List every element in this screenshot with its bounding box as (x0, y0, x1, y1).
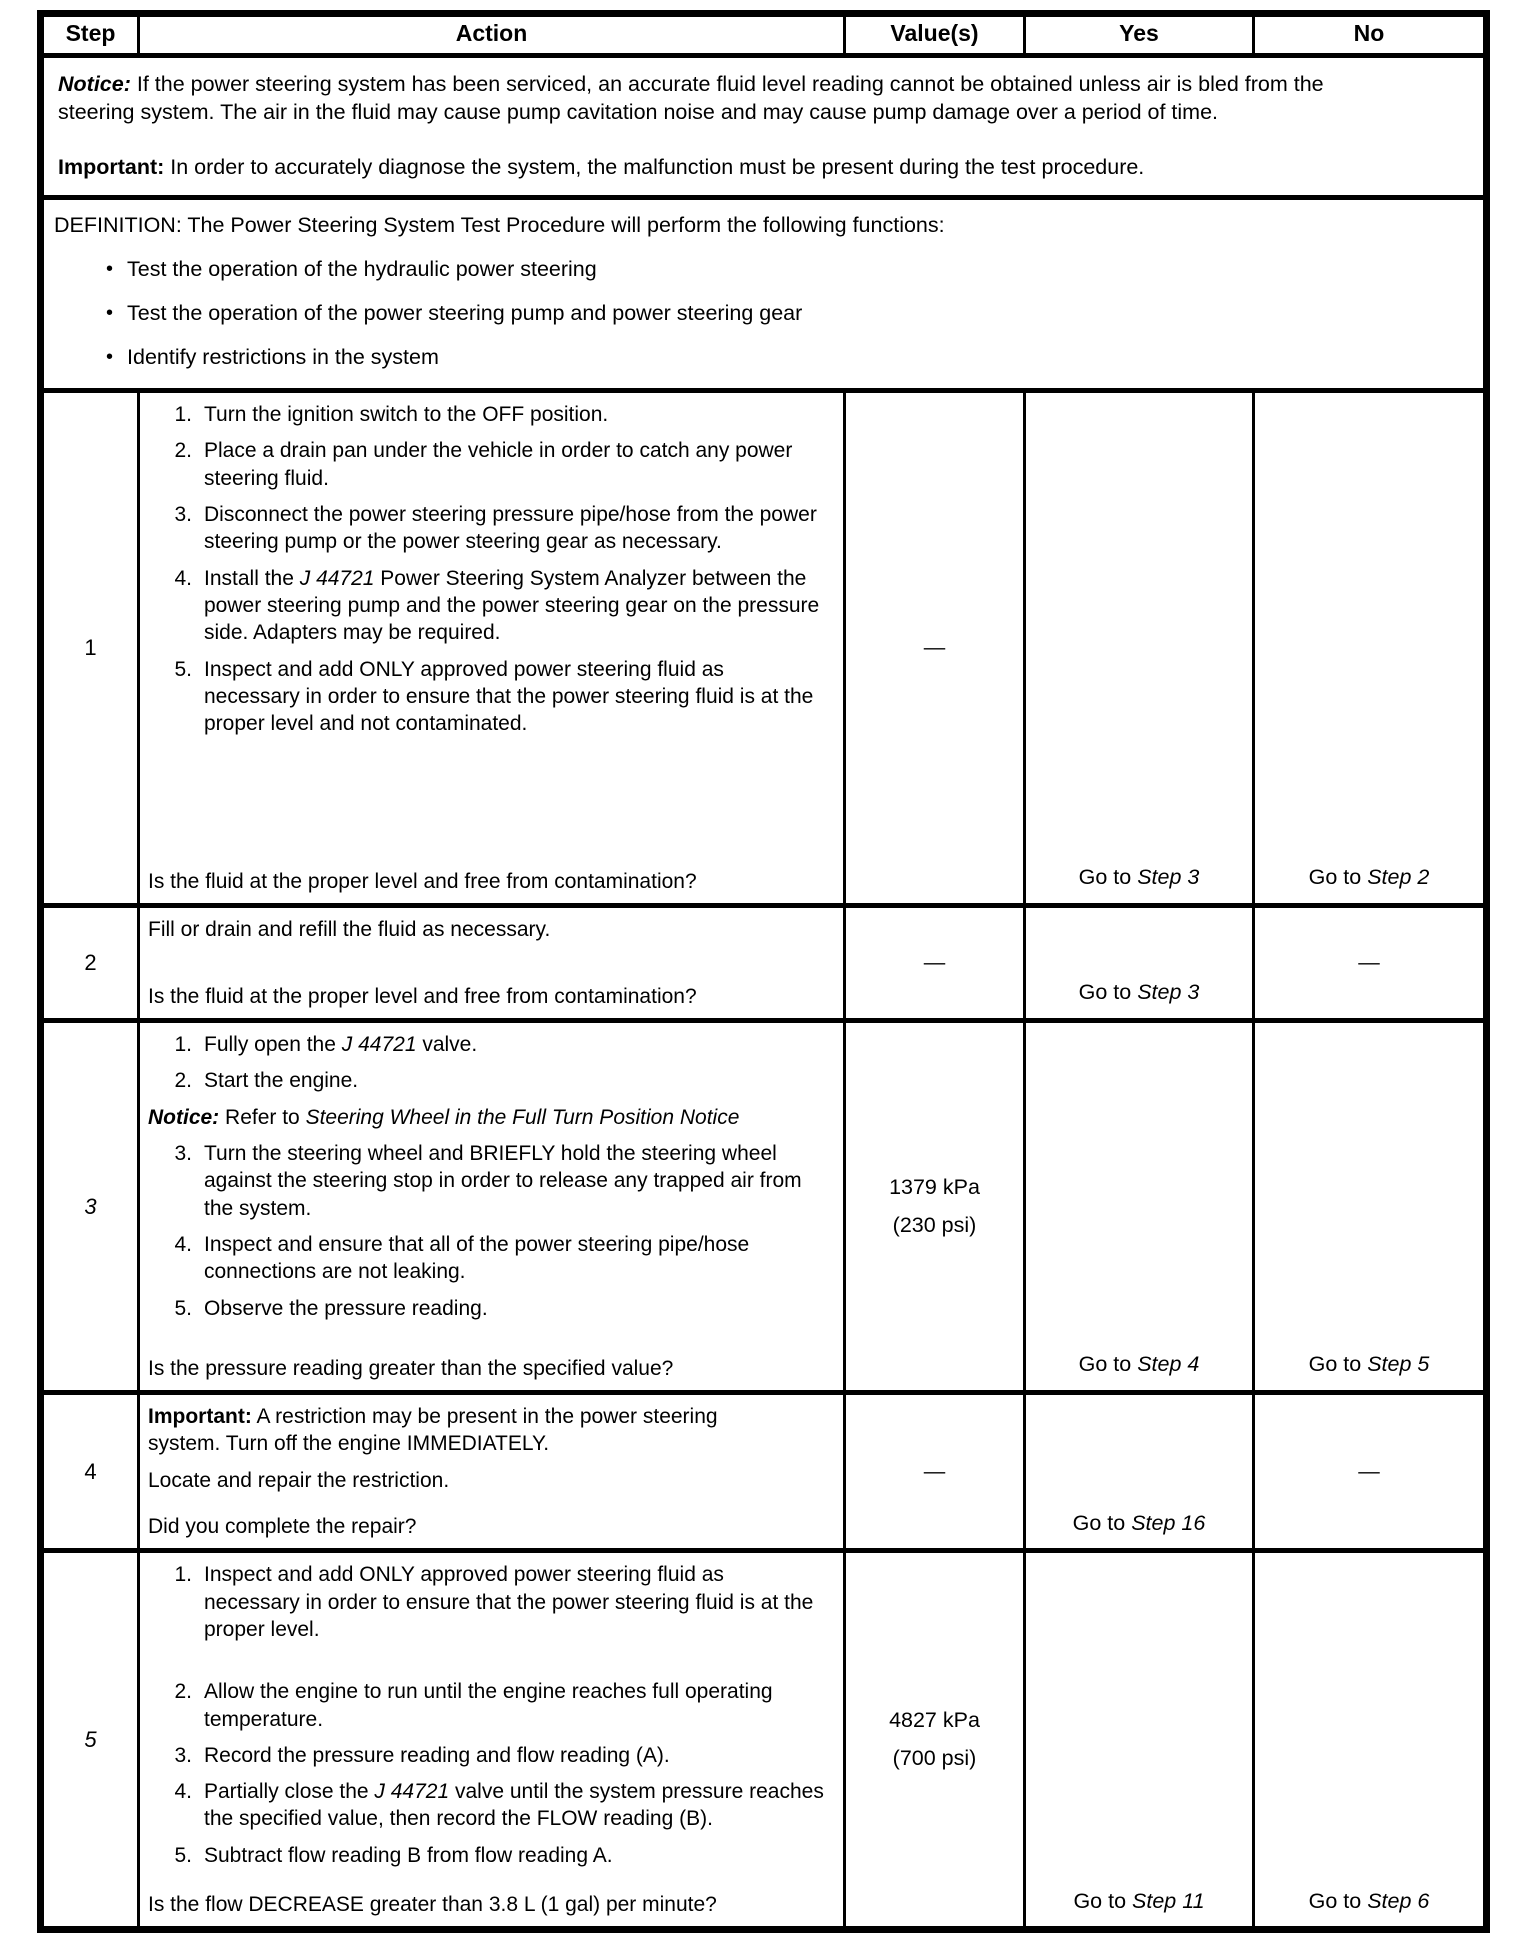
step-question (140, 1503, 768, 1542)
text-segment: J 44721 (341, 1033, 417, 1057)
numbered-instruction (140, 656, 833, 738)
text-segment: Go to (1078, 1352, 1138, 1377)
instruction-number: 1. (174, 403, 192, 427)
instruction-text (204, 565, 824, 647)
notice-important-cell (44, 58, 1483, 196)
step-question (140, 973, 768, 1012)
step-row (44, 1390, 1483, 1548)
numbered-instruction (140, 1842, 833, 1869)
text-segment: Record the pressure reading and flow reading (A). (204, 1743, 670, 1767)
instruction-number: 3. (174, 1142, 192, 1166)
yes-directive (1073, 1889, 1204, 1915)
text-segment: Fill or drain and refill the fluid as necessary. (148, 918, 551, 942)
step-row (44, 1018, 1483, 1390)
instruction-number: 3. (174, 1743, 192, 1767)
definition-bullet-item (106, 300, 1469, 328)
text-segment: Step 3 (1137, 865, 1200, 890)
instruction-text (204, 1742, 824, 1769)
table-header-row (44, 17, 1483, 53)
instruction-number: 5. (174, 657, 192, 681)
action-instructions (140, 401, 833, 746)
value-cell (843, 393, 1023, 903)
important-paragraph (58, 153, 1388, 182)
step-number-cell: 1 (84, 635, 97, 661)
text-segment: Go to (1308, 1888, 1368, 1913)
step-number-cell: 5 (84, 1726, 97, 1752)
no-directive (1358, 950, 1380, 976)
value-line: 1379 kPa (889, 1175, 980, 1199)
definition-bullet-item (106, 256, 1469, 284)
text-segment: A restriction may be present in the power steering system. Turn off the engine IMMEDIATELY. (148, 1405, 718, 1456)
text-segment: Steering Wheel in the Full Turn Position Notice (305, 1105, 740, 1129)
text-segment: Install the (204, 566, 300, 590)
yes-cell (1023, 393, 1252, 903)
text-segment: Notice: (58, 71, 131, 96)
text-segment: Subtract flow reading B from flow reading A. (204, 1843, 613, 1867)
definition-bullet-text: Identify restrictions in the system (127, 345, 439, 370)
numbered-instruction (140, 401, 833, 428)
yes-directive (1079, 1352, 1200, 1378)
text-segment: Step 4 (1137, 1352, 1200, 1377)
instruction-number: 5. (174, 1843, 192, 1867)
text-segment: — (1358, 950, 1380, 975)
instruction-text (204, 1842, 824, 1869)
text-segment: Fully open the (204, 1033, 342, 1057)
yes-cell (1023, 1553, 1252, 1926)
value-line: (230 psi) (892, 1212, 977, 1237)
text-segment: Is the fluid at the proper level and free from contamination? (148, 869, 697, 893)
instruction-text (204, 401, 824, 428)
instruction-text (204, 656, 824, 738)
text-segment: Turn the steering wheel and BRIEFLY hold the steering wheel against the steering stop in order to release any trapped air from the system. (204, 1142, 802, 1220)
text-segment: Go to (1073, 1888, 1133, 1913)
value-line: 4827 kPa (889, 1708, 980, 1733)
definition-bullet-item (106, 344, 1469, 372)
value-cell (843, 1553, 1023, 1926)
instruction-number: 2. (174, 1680, 192, 1704)
yes-cell (1023, 1395, 1252, 1548)
text-segment: valve until the system pressure reaches the specified value, then record the FLOW reading (B). (204, 1780, 824, 1831)
column-header-no: No (1252, 17, 1483, 53)
text-segment: In order to accurately diagnose the system, the malfunction must be present during the test procedure. (164, 154, 1145, 179)
value-line: — (923, 635, 946, 660)
instruction-number: 4. (174, 1780, 192, 1804)
numbered-instruction (140, 1742, 833, 1769)
step-row (44, 1548, 1483, 1926)
action-instructions (140, 916, 833, 952)
column-header-action: Action (137, 17, 843, 53)
action-instructions (140, 1561, 833, 1878)
no-cell (1252, 1395, 1483, 1548)
text-segment: Locate and repair the restriction. (148, 1468, 450, 1492)
numbered-instruction (140, 1778, 833, 1833)
text-segment: Step 16 (1131, 1510, 1206, 1535)
yes-cell (1023, 908, 1252, 1018)
text-segment: Notice: (148, 1105, 220, 1129)
text-segment: Turn the ignition switch to the OFF position. (204, 403, 609, 427)
step-question (140, 1345, 768, 1384)
instruction-text (204, 1295, 824, 1322)
numbered-instruction (140, 1561, 833, 1643)
text-segment: J 44721 (374, 1780, 450, 1804)
value-cell (843, 1023, 1023, 1390)
text-segment: Place a drain pan under the vehicle in order to catch any power steering fluid. (204, 439, 793, 490)
step-number-cell: 4 (84, 1458, 97, 1484)
instruction-number: 2. (174, 1069, 192, 1093)
value-line: (700 psi) (892, 1745, 977, 1770)
text-segment: Partially close the (204, 1780, 375, 1804)
action-instructions (140, 1403, 833, 1503)
text-segment: Start the engine. (204, 1069, 359, 1093)
definition-row (44, 195, 1483, 388)
yes-directive (1079, 980, 1200, 1006)
instruction-text (204, 1778, 824, 1833)
notice-paragraph (58, 70, 1388, 127)
value-line: — (923, 950, 946, 975)
instruction-text (204, 1031, 824, 1058)
column-header-yes: Yes (1023, 17, 1252, 53)
instruction-number: 5. (174, 1296, 192, 1320)
no-directive (1358, 1459, 1380, 1485)
text-segment: Go to (1308, 865, 1368, 890)
value-cell (843, 1395, 1023, 1548)
action-paragraph (140, 916, 768, 943)
instruction-text (204, 1678, 824, 1733)
definition-bullet-text: Test the operation of the power steering pump and power steering gear (127, 301, 803, 326)
text-segment: Step 11 (1132, 1888, 1205, 1913)
instruction-text (204, 437, 824, 492)
instruction-text (204, 1561, 824, 1643)
no-cell (1252, 908, 1483, 1018)
no-cell (1252, 393, 1483, 903)
text-segment: Disconnect the power steering pressure pipe/hose from the power steering pump or the power steering gear as necessary. (204, 503, 817, 554)
text-segment: Is the flow DECREASE greater than 3.8 L (1 gal) per minute? (148, 1893, 717, 1917)
yes-directive (1079, 865, 1200, 891)
text-segment: Is the pressure reading greater than the specified value? (148, 1356, 674, 1380)
numbered-instruction (140, 1140, 833, 1222)
text-segment: If the power steering system has been serviced, an accurate fluid level reading cannot be obtained unless air is bled from the steering system. The air in the fluid may cause pump cavitation noise and may cause pump damage over a period of time. (58, 71, 1324, 125)
instruction-text (204, 1067, 824, 1094)
column-header-step: Step (65, 20, 116, 46)
step-row (44, 388, 1483, 903)
text-segment: Step 6 (1367, 1888, 1430, 1913)
text-segment: Go to (1308, 1352, 1368, 1377)
yes-cell (1023, 1023, 1252, 1390)
numbered-instruction (140, 1295, 833, 1322)
step-number-cell: 3 (84, 1193, 97, 1219)
text-segment: valve. (416, 1033, 478, 1057)
instruction-number: 4. (174, 566, 192, 590)
yes-directive (1073, 1511, 1206, 1537)
text-segment: Did you complete the repair? (148, 1515, 417, 1539)
step-rows-container (44, 388, 1483, 1926)
text-segment: J 44721 (299, 566, 375, 590)
action-cell (137, 908, 843, 1018)
definition-cell (44, 200, 1483, 388)
numbered-instruction (140, 501, 833, 556)
text-segment: Observe the pressure reading. (204, 1296, 488, 1320)
step-row (44, 903, 1483, 1018)
numbered-instruction (140, 1678, 833, 1733)
text-segment: Refer to (219, 1105, 306, 1129)
numbered-instruction (140, 1031, 833, 1058)
text-segment: Inspect and add ONLY approved power steering fluid as necessary in order to ensure that the power steering fluid is at the proper level. (204, 1563, 814, 1641)
value-line: — (923, 1458, 946, 1483)
definition-intro: DEFINITION: The Power Steering System Test Procedure will perform the following functions: (54, 213, 945, 238)
no-cell (1252, 1023, 1483, 1390)
no-directive (1309, 1889, 1430, 1915)
text-segment: Inspect and add ONLY approved power steering fluid as necessary in order to ensure that the power steering fluid is at the proper level and not contaminated. (204, 657, 814, 736)
value-cell (843, 908, 1023, 1018)
action-paragraph (140, 1104, 768, 1131)
instruction-number: 1. (174, 1563, 192, 1587)
bullet-icon: • (106, 258, 114, 281)
action-paragraph (140, 1467, 768, 1494)
definition-bullet-list (54, 256, 1469, 372)
text-segment: — (1358, 1458, 1380, 1483)
bullet-icon: • (106, 346, 114, 369)
action-cell (137, 393, 843, 903)
text-segment: Go to (1072, 1510, 1132, 1535)
definition-bullet-text: Test the operation of the hydraulic power steering (127, 257, 597, 282)
notice-important-row (44, 53, 1483, 196)
instruction-number: 2. (174, 439, 192, 463)
instruction-number: 1. (174, 1033, 192, 1057)
power-steering-test-procedure-table (37, 10, 1490, 1933)
no-directive (1309, 865, 1430, 891)
action-cell (137, 1023, 843, 1390)
spacer (140, 1652, 833, 1678)
instruction-text (204, 501, 824, 556)
step-number-cell: 2 (84, 950, 97, 976)
text-segment: Inspect and ensure that all of the power steering pipe/hose connections are not leaking. (204, 1232, 750, 1284)
column-header-values: Value(s) (843, 17, 1023, 53)
action-cell (137, 1395, 843, 1548)
text-segment: Step 5 (1367, 1352, 1430, 1377)
no-cell (1252, 1553, 1483, 1926)
action-paragraph (140, 1403, 768, 1458)
text-segment: Important: (148, 1405, 252, 1429)
instruction-text (204, 1231, 824, 1286)
text-segment: Power Steering System Analyzer between the power steering pump and the power steering gear on the pressure side. Adapters may be required. (204, 566, 820, 645)
text-segment: Is the fluid at the proper level and free from contamination? (148, 984, 697, 1008)
text-segment: Go to (1078, 980, 1138, 1005)
instruction-number: 3. (174, 503, 192, 527)
text-segment: Step 2 (1367, 865, 1430, 890)
step-question (140, 1881, 768, 1920)
action-instructions (140, 1031, 833, 1331)
text-segment: Step 3 (1137, 980, 1200, 1005)
text-segment: Important: (58, 154, 165, 179)
numbered-instruction (140, 1231, 833, 1286)
text-segment: Allow the engine to run until the engine reaches full operating temperature. (204, 1680, 773, 1731)
numbered-instruction (140, 437, 833, 492)
step-question (140, 858, 768, 897)
action-cell (137, 1553, 843, 1926)
instruction-number: 4. (174, 1232, 192, 1256)
instruction-text (204, 1140, 824, 1222)
numbered-instruction (140, 565, 833, 647)
text-segment: Go to (1078, 865, 1138, 890)
bullet-icon: • (106, 302, 114, 325)
numbered-instruction (140, 1067, 833, 1094)
no-directive (1309, 1352, 1430, 1378)
